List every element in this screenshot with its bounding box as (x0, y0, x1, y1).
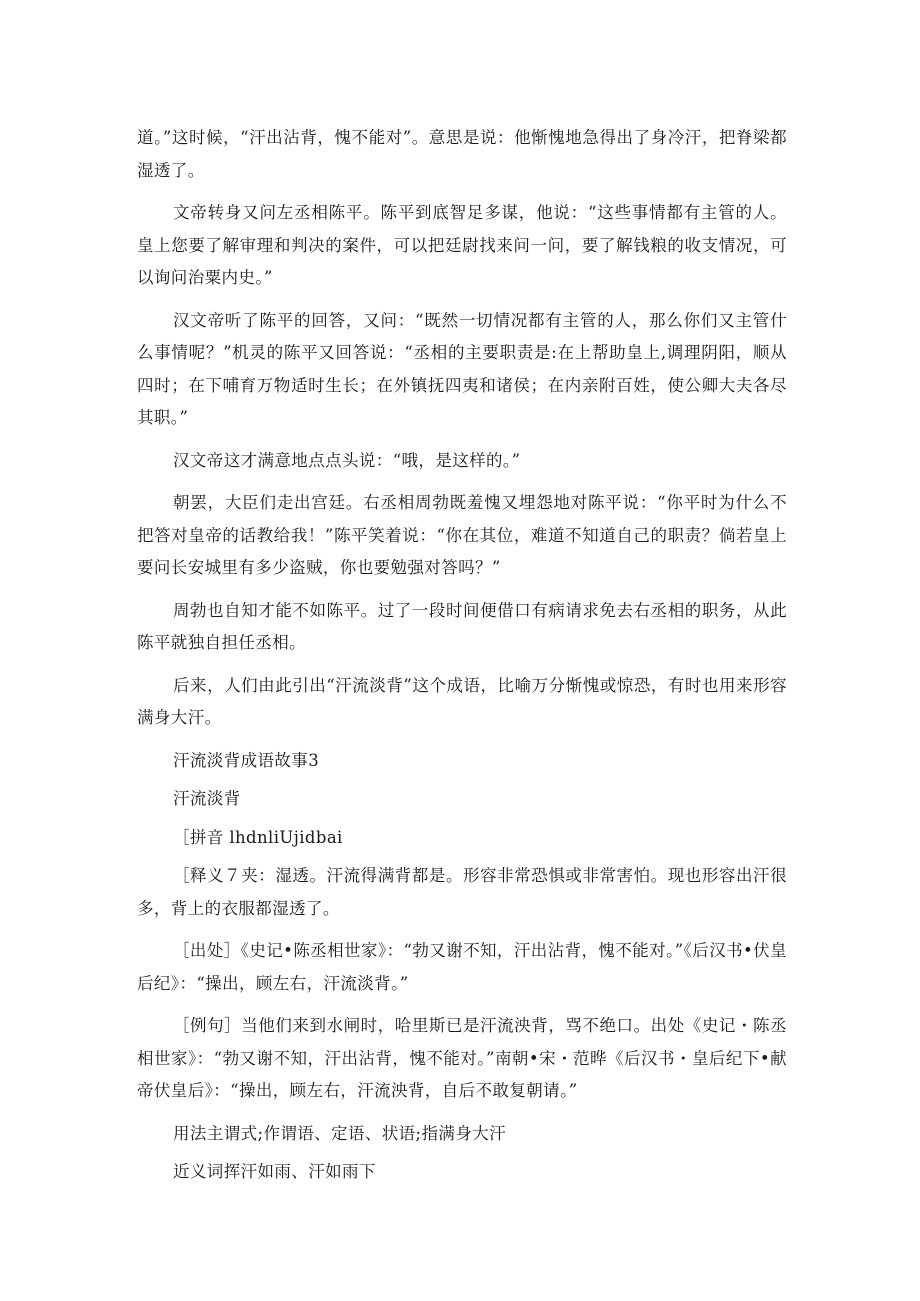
definition-paragraph: ［释义７夹：湿透。汗流得满背都是。形容非常恐惧或非常害怕。现也形容出汗很多，背上的衣服都湿透了。 (137, 866, 787, 918)
paragraph-zhou-bo-complaint: 朝罢，大臣们走出宫廷。右丞相周勃既羞愧又埋怨地对陈平说：“你平时为什么不把答对皇帝的话教给我！”陈平笑着说：“你在其位，难道不知道自己的职责？倘若皇上要问长安城里有多少盗贼，你也要勉强对答吗？” (137, 493, 787, 577)
document-body (137, 122, 787, 1195)
usage-line: 用法主谓式;作谓语、定语、状语;指满身大汗 (173, 1123, 507, 1143)
source-paragraph: ［出处］《史记•陈丞相世家》：“勃又谢不知，汗出沾背，愧不能对。”《后汉书•伏皇后纪》：“操出，顾左右，汗流淡背。” (137, 941, 787, 993)
paragraph-zhou-bo-resign: 周勃也自知才能不如陈平。过了一段时间便借口有病请求免去右丞相的职务，从此陈平就独自担任丞相。 (137, 600, 787, 652)
paragraph-emperor-satisfied: 汉文帝这才满意地点点头说：“哦，是这样的。” (173, 450, 521, 470)
idiom-title: 汗流淡背 (173, 789, 241, 808)
paragraph-continuation: 道。”这时候，“汗出沾背，愧不能对”。意思是说：他惭愧地急得出了身冷汗，把脊梁都湿透了。 (137, 128, 787, 180)
synonyms-line: 近义词挥汗如雨、汗如雨下 (173, 1162, 376, 1181)
section-heading: 汗流淡背成语故事3 (173, 750, 320, 770)
pinyin-line: ［拼音 lhdnliUjidbai (173, 827, 343, 847)
paragraph-chen-ping-answer: 文帝转身又问左丞相陈平。陈平到底智足多谋，他说：“这些事情都有主管的人。皇上您要了解审理和判决的案件，可以把廷尉找来问一问，要了解钱粮的收支情况，可以询问治粟内史。” (137, 203, 787, 287)
example-paragraph: ［例句］当他们来到水闸时，哈里斯已是汗流泱背，骂不绝口。出处《史记・陈丞相世家》：“勃又谢不知，汗出沾背，愧不能对。”南朝•宋・范晔《后汉书・皇后纪下•献帝伏皇后》：“操出，顾左右，汗流泱背，自后不敢复朝请。” (137, 1016, 787, 1100)
paragraph-idiom-origin: 后来，人们由此引出“汗流淡背”这个成语，比喻万分惭愧或惊恐，有时也用来形容满身大汗。 (137, 675, 787, 727)
paragraph-emperor-question: 汉文帝听了陈平的回答，又问：“既然一切情况都有主管的人，那么你们又主管什么事情呢？”机灵的陈平又回答说：“丞相的主要职责是:在上帮助皇上,调理阴阳，顺从四时；在下哺育万物适时生长；在外镇抚四夷和诸侯；在内亲附百姓，使公卿大夫各尽其职。” (137, 310, 787, 427)
